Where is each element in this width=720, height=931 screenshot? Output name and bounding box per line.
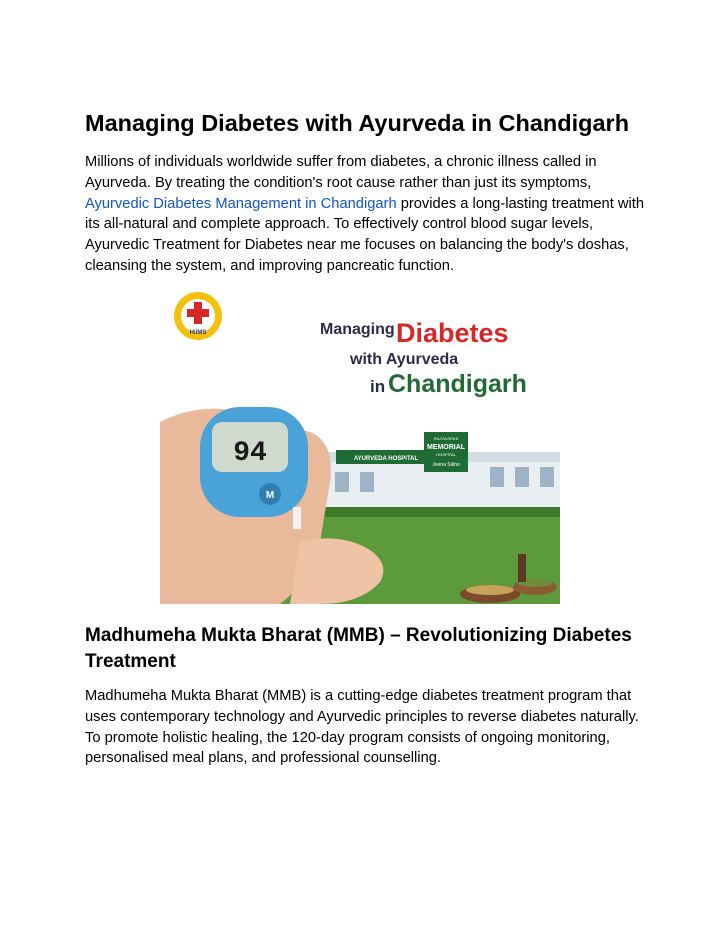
page-title: Managing Diabetes with Ayurveda in Chandigarh (85, 110, 630, 136)
hospital-logo (174, 292, 222, 340)
hospital-board-top: RAJYA RISHI (433, 436, 459, 441)
hospital-sign: AYURVEDA HOSPITAL (353, 456, 419, 462)
meter-reading: 94 (233, 438, 267, 469)
banner-line2: with Ayurveda (350, 351, 459, 368)
banner-line3-prefix: in (370, 377, 386, 396)
logo-text: HiiMS (189, 330, 207, 336)
banner-image (160, 282, 560, 604)
meter-button-label: M (265, 490, 275, 501)
banner-line3-highlight: Chandigarh (388, 370, 527, 398)
hospital-board-bottom: HOSPITAL (436, 452, 456, 457)
jeena-sikho-text: Jeena Sikho (432, 462, 460, 468)
intro-text-end: provides a long-lasting treatment with its all-natural and complete approach. To effectively control blood sugar levels, Ayurvedic Treatment for Diabetes near me focuses on balancing the body's doshas, cleansing the system, and improving pancreatic function. (85, 195, 644, 274)
ayurvedic-diabetes-link[interactable]: Ayurvedic Diabetes Management in Chandigarh (85, 195, 397, 212)
body-paragraph: Madhumeha Mukta Bharat (MMB) is a cutting-edge diabetes treatment program that uses contemporary technology and Ayurvedic principles to reverse diabetes naturally. To promote holistic healing, the 120-day program consists of ongoing monitoring, personalised meal plans, and professional counselling. (85, 688, 639, 767)
intro-text-start: Millions of individuals worldwide suffer from diabetes, a chronic illness called in Ayurveda. By treating the condition's root cause rather than just its symptoms, (85, 154, 597, 191)
hospital-board-main: MEMORIAL (426, 444, 466, 451)
section-heading: Madhumeha Mukta Bharat (MMB) – Revolutionizing Diabetes Treatment (85, 625, 632, 672)
banner-line1-highlight: Diabetes (396, 318, 509, 348)
banner-line1-prefix: Managing (320, 321, 395, 338)
intro-paragraph (85, 152, 645, 277)
